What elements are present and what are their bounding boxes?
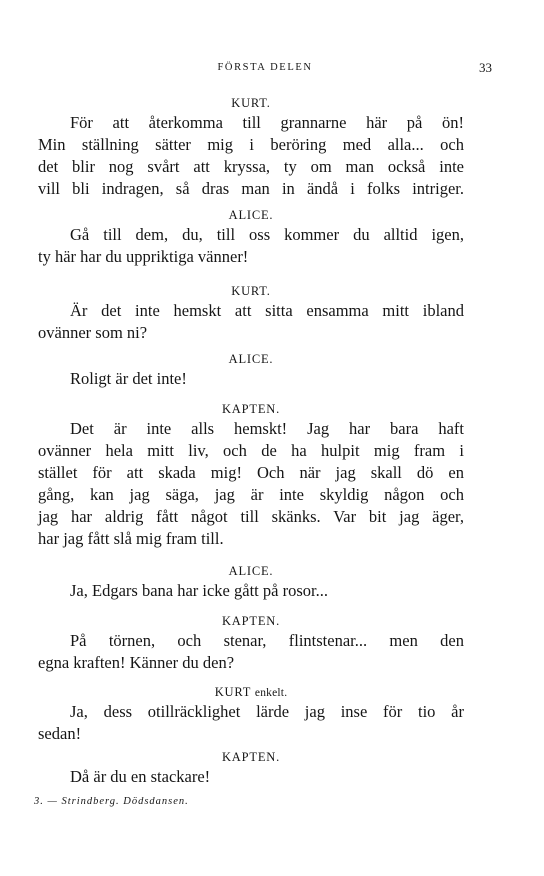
dialogue-line: egna kraften! Känner du den? — [38, 653, 235, 672]
page-header — [38, 58, 492, 78]
footer-signature: 3. — Strindberg. Dödsdansen. — [34, 796, 189, 807]
speaker-name: KURT. — [231, 284, 271, 298]
dialogue-line: gång, kan jag säga, jag är inte skyldig någon och — [38, 485, 464, 504]
stage-direction: enkelt. — [254, 687, 288, 699]
dialogue-line: Det är inte alls hemskt! Jag har bara haft — [70, 419, 464, 438]
speech-block — [38, 748, 464, 788]
speaker-line — [38, 683, 464, 701]
dialogue-line: Ja, Edgars bana har icke gått på rosor... — [70, 581, 328, 600]
dialogue-line: Min ställning sätter mig i beröring med alla... och — [38, 135, 464, 154]
speaker-name: ALICE. — [228, 564, 274, 578]
speech-block — [38, 562, 464, 602]
dialogue-line: På törnen, och stenar, flintstenar... men den — [70, 631, 464, 650]
speech-block — [38, 282, 464, 344]
dialogue-line: Gå till dem, du, till oss kommer du alltid igen, — [70, 225, 464, 244]
dialogue-line: Är det inte hemskt att sitta ensamma mitt ibland — [70, 301, 464, 320]
running-title: FÖRSTA DELEN — [217, 62, 313, 73]
dialogue-line: stället för att skada mig! Och när jag skall dö en — [38, 463, 464, 482]
speech-block — [38, 400, 464, 550]
speaker-name: KAPTEN. — [221, 614, 281, 628]
dialogue-line: Då är du en stackare! — [70, 767, 211, 786]
dialogue-line: vill bli indragen, så dras man in ändå i folks intriger. — [38, 179, 464, 198]
speech-block — [38, 350, 464, 390]
dialogue-line: sedan! — [38, 724, 82, 743]
dialogue-line: ovänner hela mitt liv, och de ha hulpit mig fram i — [38, 441, 464, 460]
speech-block — [38, 206, 464, 268]
dialogue-line: För att återkomma till grannarne här på ön! — [70, 113, 464, 132]
speaker-name: KAPTEN. — [221, 402, 281, 416]
speech-block — [38, 94, 464, 200]
dialogue-line: ty här har du uppriktiga vänner! — [38, 247, 249, 266]
speech-block — [38, 683, 464, 745]
speaker-name: ALICE. — [228, 352, 274, 366]
speaker-name: ALICE. — [228, 208, 274, 222]
page-number: 33 — [479, 60, 492, 75]
dialogue-line: jag har aldrig fått något till skänks. Var bit jag äger, — [38, 507, 464, 526]
speaker-name: KURT. — [231, 96, 271, 110]
dialogue-line: ovänner som ni? — [38, 323, 148, 342]
dialogue-line: det blir nog svårt att kryssa, ty om man också inte — [38, 157, 464, 176]
dialogue-line: Roligt är det inte! — [70, 369, 187, 388]
speaker-name: KAPTEN. — [221, 750, 281, 764]
dialogue-line: Ja, dess otillräcklighet lärde jag inse för tio år — [70, 702, 464, 721]
speaker-name: KURT — [214, 685, 251, 699]
dialogue-line: har jag fått slå mig fram till. — [38, 529, 224, 548]
speech-block — [38, 612, 464, 674]
